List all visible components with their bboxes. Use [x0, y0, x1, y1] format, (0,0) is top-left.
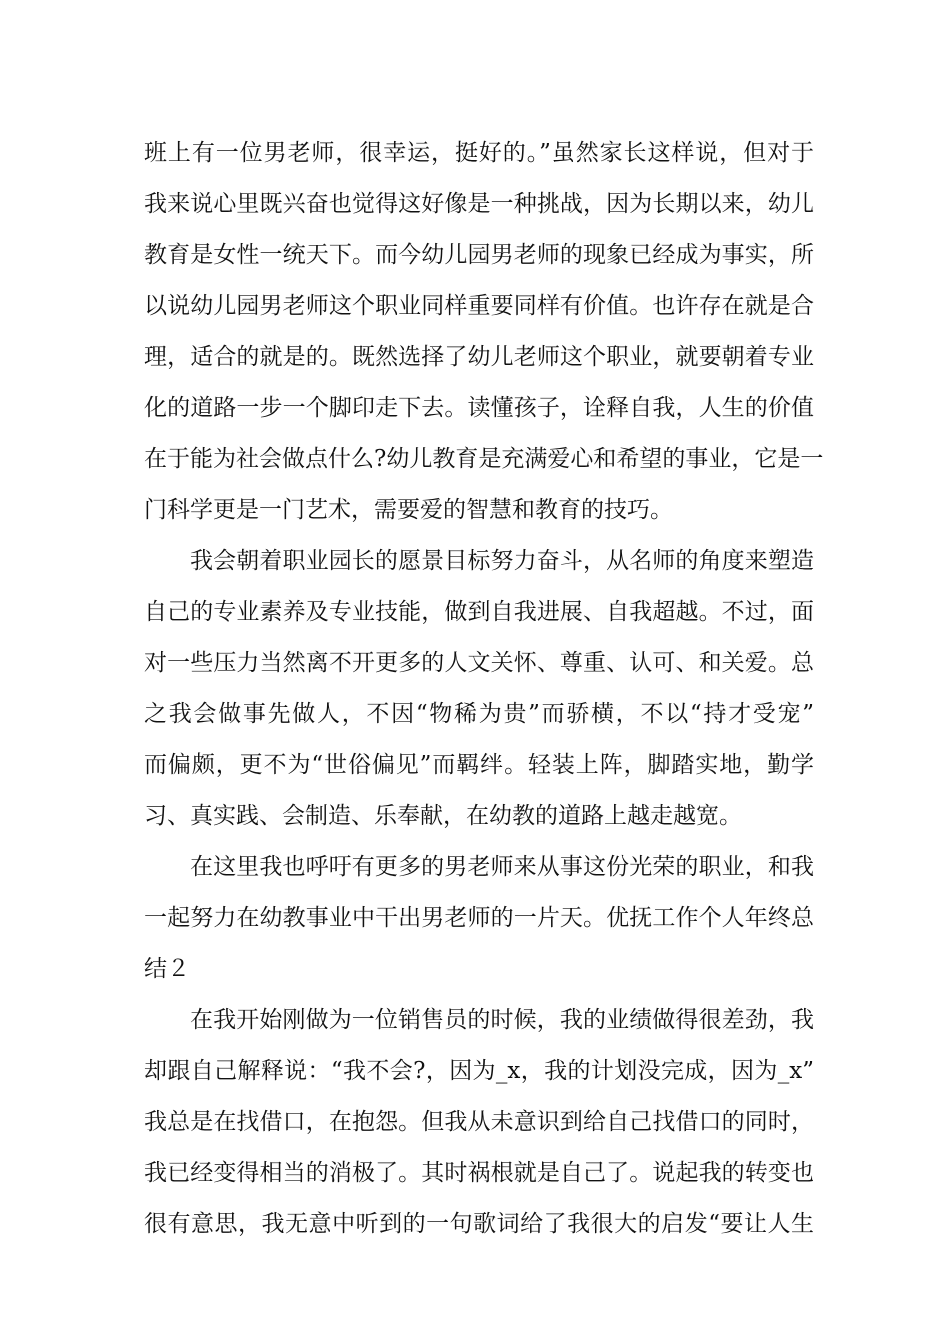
text-line: 习、真实践、会制造、乐奉献，在幼教的道路上越走越宽。 [144, 803, 742, 829]
text-line: 之我会做事先做人，不因“物稀为贵”而骄横，不以“持才受宠” [144, 701, 814, 727]
text-line: 而偏颇，更不为“世俗偏见”而羁绊。轻装上阵，脚踏实地，勤学 [144, 752, 814, 778]
paragraph-first-line: 在我开始刚做为一位销售员的时候，我的业绩做得很差劲，我 [190, 1007, 814, 1033]
text-line: 我已经变得相当的消极了。其时祸根就是自己了。说起我的转变也 [144, 1160, 814, 1186]
text-line: 对一些压力当然离不开更多的人文关怀、尊重、认可、和关爱。总 [144, 650, 814, 676]
text-line: 以说幼儿园男老师这个职业同样重要同样有价值。也许存在就是合 [144, 293, 814, 319]
text-line: 结２ [144, 956, 190, 982]
paragraph-first-line: 我会朝着职业园长的愿景目标努力奋斗，从名师的角度来塑造 [190, 548, 814, 574]
text-line: 理，适合的就是的。既然选择了幼儿老师这个职业，就要朝着专业 [144, 344, 814, 370]
text-line: 一起努力在幼教事业中干出男老师的一片天。优抚工作个人年终总 [144, 905, 814, 931]
text-line: 我来说心里既兴奋也觉得这好像是一种挑战，因为长期以来，幼儿 [144, 191, 814, 217]
text-line: 却跟自己解释说：“我不会?，因为_x，我的计划没完成，因为_x” [144, 1058, 814, 1084]
text-line: 自己的专业素养及专业技能，做到自我进展、自我超越。不过，面 [144, 599, 814, 625]
text-line: 门科学更是一门艺术，需要爱的智慧和教育的技巧。 [144, 497, 673, 523]
text-line: 我总是在找借口，在抱怨。但我从未意识到给自己找借口的同时， [144, 1109, 814, 1135]
text-line: 班上有一位男老师，很幸运，挺好的。”虽然家长这样说，但对于 [144, 140, 814, 166]
text-line: 在于能为社会做点什么?幼儿教育是充满爱心和希望的事业，它是一 [144, 446, 824, 472]
text-line: 很有意思，我无意中听到的一句歌词给了我很大的启发“要让人生 [144, 1211, 814, 1237]
document-body [144, 128, 824, 1250]
paragraph-first-line: 在这里我也呼吁有更多的男老师来从事这份光荣的职业，和我 [190, 854, 814, 880]
text-line: 化的道路一步一个脚印走下去。读懂孩子，诠释自我，人生的价值 [144, 395, 814, 421]
text-line: 教育是女性一统天下。而今幼儿园男老师的现象已经成为事实，所 [144, 242, 814, 268]
